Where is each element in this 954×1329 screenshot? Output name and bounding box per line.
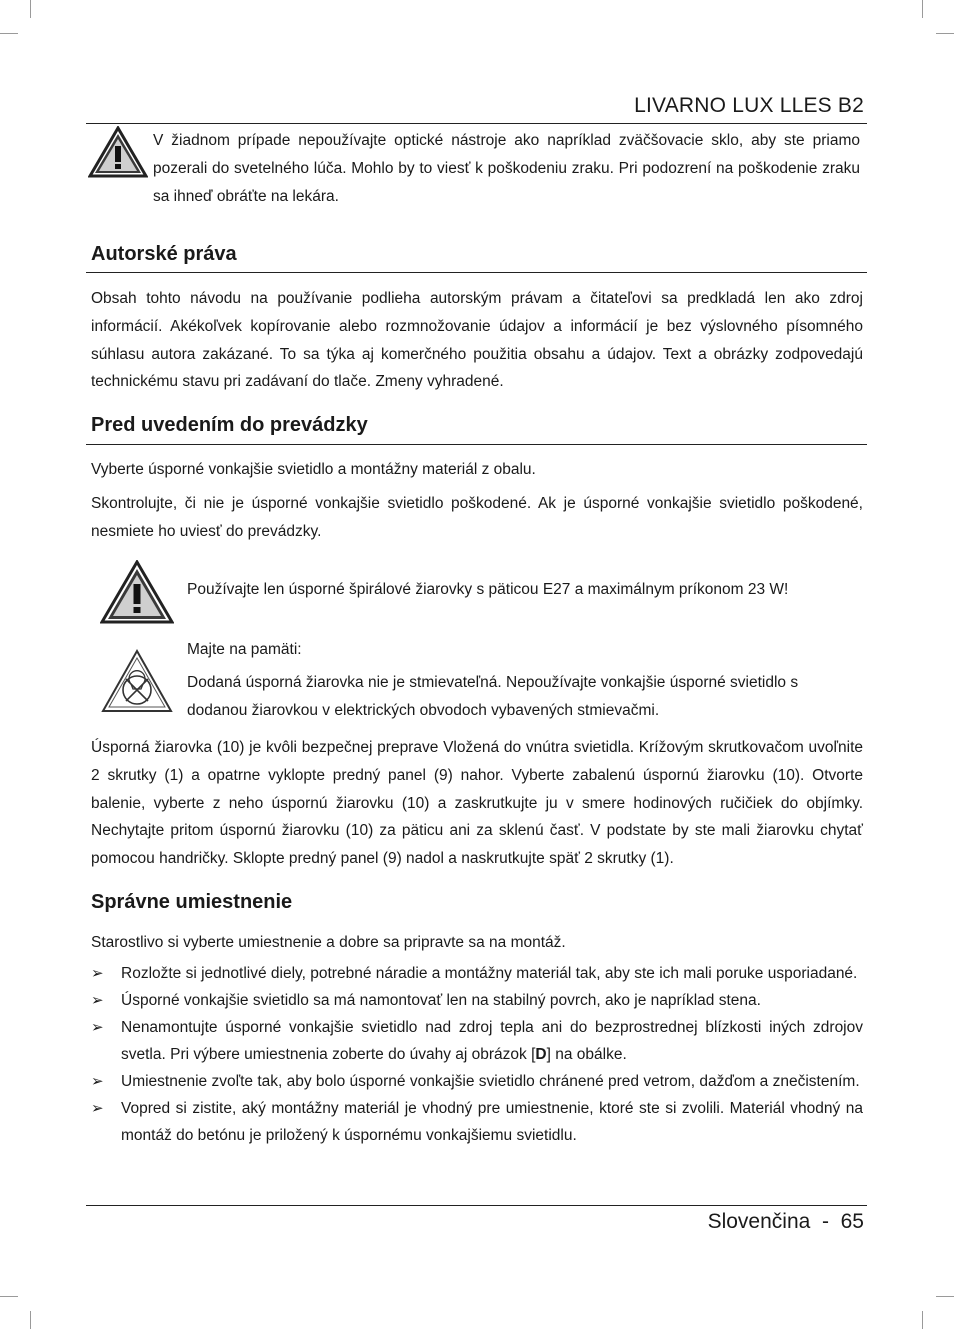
crop-mark bbox=[0, 33, 18, 34]
copyright-paragraph: Obsah tohto návodu na používanie podlieha autorským právam a čitateľovi sa predkladá len ako zdroj informácií. Akékoľvek kopírovanie alebo rozmnožovanie údajov a informácií je bez výslovného písomného súhlasu autora zakázané. To sa týka aj komerčného použitia obsahu a údajov. Text a obrázky zodpovedajú technickému stavu pri zadávaní do tlače. Zmeny vyhradené. bbox=[91, 290, 863, 391]
list-item-text: Rozložte si jednotlivé diely, potrebné náradie a montážny materiál tak, aby ste ich mali poruke usporiadané. bbox=[121, 965, 858, 982]
crop-mark bbox=[0, 1296, 18, 1297]
placement-intro: Starostlivo si vyberte umiestnenie a dobre sa pripravte sa na montáž. bbox=[91, 934, 566, 951]
arrow-bullet-icon: ➢ bbox=[91, 1100, 104, 1117]
list-item-text: Úsporné vonkajšie svietidlo sa má namontovať len na stabilný povrch, ako je napríklad stena. bbox=[121, 992, 761, 1009]
list-item-text-before: Nenamontujte úsporné vonkajšie svietidlo nad zdroj tepla ani do bezprostrednej blízkosti iných zdrojov svetla. Pri výbere umiestnenia zoberte do úvahy aj obrázok [ bbox=[121, 1019, 863, 1063]
crop-mark bbox=[30, 1311, 31, 1329]
inspect-paragraph: Skontrolujte, či nie je úsporné vonkajšie svietidlo poškodené. Ak je úsporné vonkajšie svietidlo poškodené, nesmiete ho uviesť do prevádzky. bbox=[91, 495, 863, 540]
list-item bbox=[91, 960, 863, 987]
placement-list bbox=[91, 960, 863, 1149]
unpack-paragraph: Vyberte úsporné vonkajšie svietidlo a montážny materiál z obalu. bbox=[91, 461, 536, 478]
crop-mark bbox=[936, 1296, 954, 1297]
dimmer-note-text: Dodaná úsporná žiarovka nie je stmievateľná. Nepoužívajte vonkajšie úsporné svietidlo s dodanou žiarovkou v elektrických obvodoch vybavených stmievačmi. bbox=[187, 674, 799, 719]
warning-triangle-icon bbox=[88, 126, 148, 178]
heading-before-use: Pred uvedením do prevádzky bbox=[91, 414, 368, 436]
footer-rule bbox=[86, 1205, 867, 1206]
heading-rule bbox=[86, 272, 867, 273]
heading-copyright: Autorské práva bbox=[91, 243, 237, 265]
list-item-text-after: ] na obálke. bbox=[546, 1046, 627, 1063]
list-item-text: Umiestnenie zvoľte tak, aby bolo úsporné vonkajšie svietidlo chránené pred vetrom, dažďom a znečistením. bbox=[121, 1073, 860, 1090]
crop-mark bbox=[922, 0, 923, 18]
page-footer: Slovenčina - 65 bbox=[707, 1210, 864, 1233]
bulb-warning-text: Používajte len úsporné špirálové žiarovky s päticou E27 a maximálnym príkonom 23 W! bbox=[187, 581, 789, 598]
document-header-title: LIVARNO LUX LLES B2 bbox=[634, 94, 864, 117]
crop-mark bbox=[936, 33, 954, 34]
arrow-bullet-icon: ➢ bbox=[91, 992, 104, 1009]
crop-mark bbox=[922, 1311, 923, 1329]
list-item bbox=[91, 1068, 863, 1095]
note-label: Majte na pamäti: bbox=[187, 641, 302, 658]
arrow-bullet-icon: ➢ bbox=[91, 1073, 104, 1090]
bulb-install-paragraph: Úsporná žiarovka (10) je kvôli bezpečnej preprave Vložená do vnútra svietidla. Krížovým skrutkovačom uvoľnite 2 skrutky (1) a opatrne vyklopte predný panel (9) nahor. Vyberte zabalenú úspornú žiarovku (10). Otvorte balenie, vyberte z neho úspornú žiarovku (10) a zaskrutkujte ju v smere hodinových ručičiek do objímky. Nechytajte pritom úspornú žiarovku (10) za päticu ani za sklenú časť. V podstate by ste mali žiarovku chytať pomocou handričky. Sklopte predný panel (9) nadol a naskrutkujte späť 2 skrutky (1). bbox=[91, 739, 863, 868]
list-item bbox=[91, 1014, 863, 1068]
list-item bbox=[91, 1095, 863, 1149]
header-rule bbox=[86, 123, 867, 124]
list-item-text: Vopred si zistite, aký montážny materiál je vhodný pre umiestnenie, ktoré ste si zvolili. Materiál vhodný na montáž do betónu je priložený k úspornému vonkajšiemu svietidlu. bbox=[121, 1100, 863, 1144]
heading-rule bbox=[86, 444, 867, 445]
heading-placement: Správne umiestnenie bbox=[91, 891, 293, 913]
figure-reference: D bbox=[535, 1046, 547, 1063]
crop-mark bbox=[30, 0, 31, 18]
warning-text-optical: V žiadnom prípade nepoužívajte optické nástroje ako napríklad zväčšovacie sklo, aby ste priamo pozerali do svetelného lúča. Mohlo by to viesť k poškodeniu zraku. Pri podozrení na poškodenie zraku sa ihneď obráťte na lekára. bbox=[153, 132, 860, 205]
arrow-bullet-icon: ➢ bbox=[91, 1019, 104, 1036]
list-item bbox=[91, 987, 863, 1014]
arrow-bullet-icon: ➢ bbox=[91, 965, 104, 982]
no-dimmer-icon bbox=[100, 648, 174, 714]
warning-triangle-icon bbox=[100, 560, 174, 624]
